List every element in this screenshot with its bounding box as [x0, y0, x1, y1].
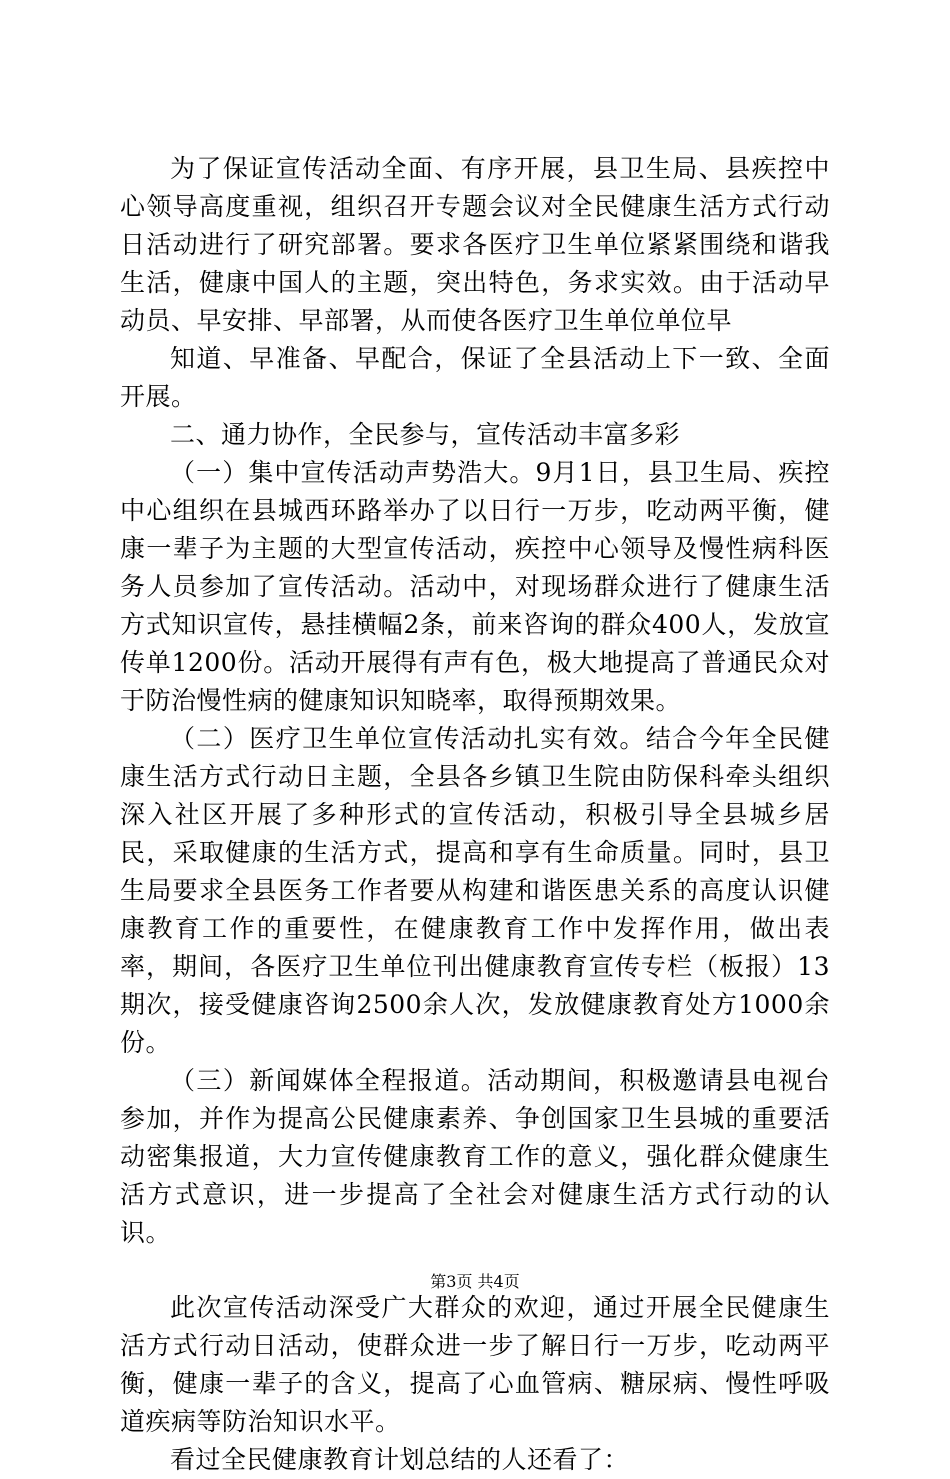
paragraph-continuation: 知道、早准备、早配合，保证了全县活动上下一致、全面开展。 — [120, 344, 830, 411]
page-number: 第3页 共4页 — [430, 1272, 520, 1291]
related-articles-heading: 看过全民健康教育计划总结的人还看了： — [170, 1445, 630, 1474]
section-heading: 二、通力协作，全民参与，宣传活动丰富多彩 — [170, 420, 681, 449]
page-footer — [0, 1272, 950, 1292]
paragraph-news-media: （三）新闻媒体全程报道。活动期间，积极邀请县电视台参加，并作为提高公民健康素养、争创国家卫生县城的重要活动密集报道，大力宣传健康教育工作的意义，强化群众健康生活方式意识，进一步提高了全社会对健康生活方式行动的认识。 — [120, 1066, 830, 1247]
paragraph-conclusion: 此次宣传活动深受广大群众的欢迎，通过开展全民健康生活方式行动日活动，使群众进一步了解日行一万步，吃动两平衡，健康一辈子的含义，提高了心血管病、糖尿病、慢性呼吸道疾病等防治知识水平。 — [120, 1293, 830, 1436]
paragraph-concentrated-publicity: （一）集中宣传活动声势浩大。9月1日，县卫生局、疾控中心组织在县城西环路举办了以日行一万步，吃动两平衡，健康一辈子为主题的大型宣传活动，疾控中心领导及慢性病科医务人员参加了宣传活动。活动中，对现场群众进行了健康生活方式知识宣传，悬挂横幅2条，前来咨询的群众400人，发放宣传单1200份。活动开展得有声有色，极大地提高了普通民众对于防治慢性病的健康知识知晓率，取得预期效果。 — [120, 458, 830, 715]
paragraph-organization: 为了保证宣传活动全面、有序开展，县卫生局、县疾控中心领导高度重视，组织召开专题会议对全民健康生活方式行动日活动进行了研究部署。要求各医疗卫生单位紧紧围绕和谐我生活，健康中国人的主题，突出特色，务求实效。由于活动早动员、早安排、早部署，从而使各医疗卫生单位单位早 — [120, 154, 830, 335]
paragraph-medical-units: （二）医疗卫生单位宣传活动扎实有效。结合今年全民健康生活方式行动日主题，全县各乡镇卫生院由防保科牵头组织深入社区开展了多种形式的宣传活动，积极引导全县城乡居民，采取健康的生活方式，提高和享有生命质量。同时，县卫生局要求全县医务工作者要从构建和谐医患关系的高度认识健康教育工作的重要性，在健康教育工作中发挥作用，做出表率，期间，各医疗卫生单位刊出健康教育宣传专栏（板报）13期次，接受健康咨询2500余人次，发放健康教育处方1000余份。 — [120, 724, 830, 1057]
